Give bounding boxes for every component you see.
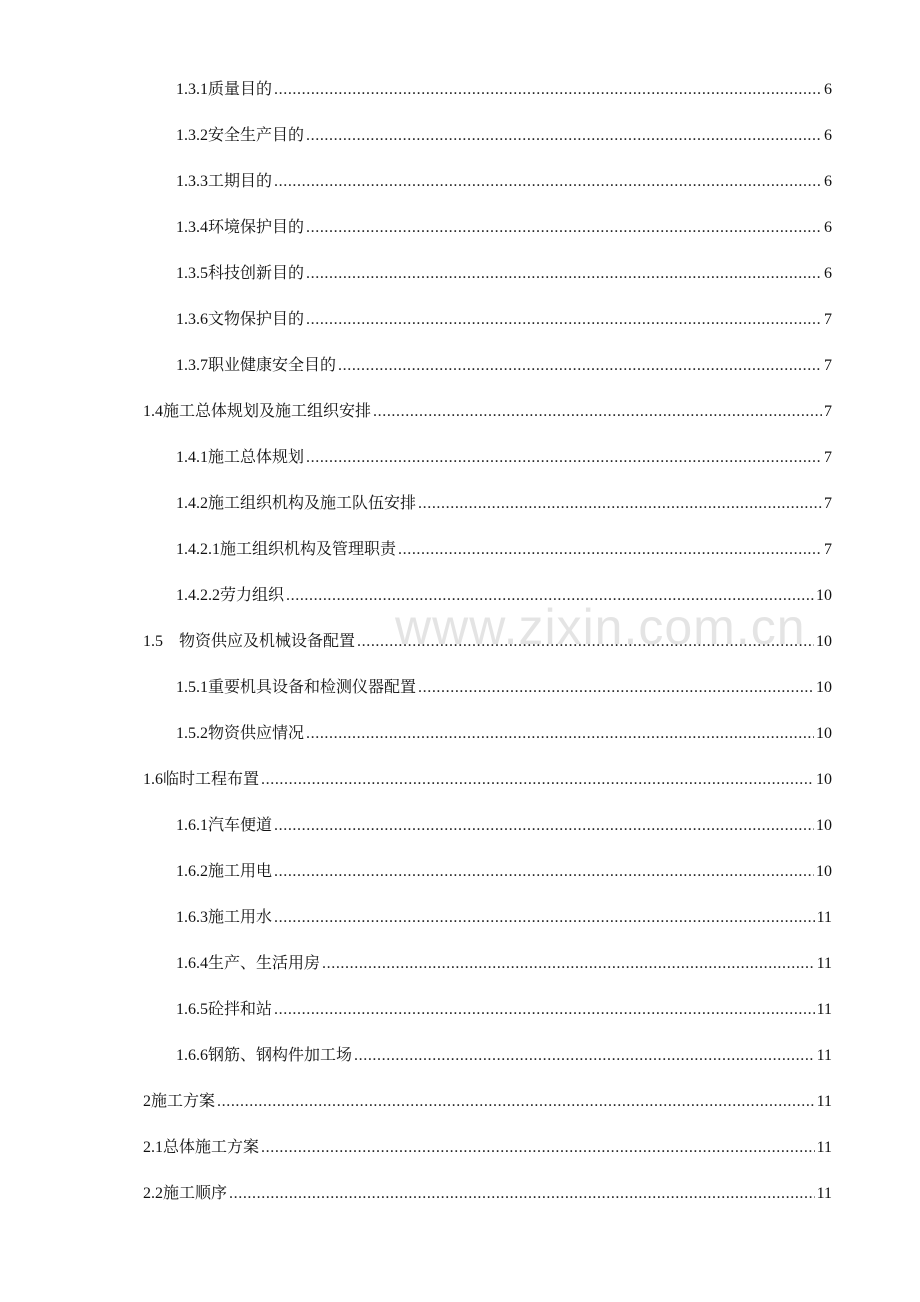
toc-entry-1-5-2[interactable]: [176, 718, 832, 748]
toc-entry-page: 11: [816, 1047, 832, 1064]
toc-entry-page: 7: [824, 403, 832, 420]
toc-entry-title: 工期目的: [208, 171, 273, 190]
toc-entry-2-2[interactable]: [143, 1178, 832, 1208]
toc-dot-leader: [217, 1087, 815, 1117]
watermark-text: www.zixin.com.cn: [395, 599, 806, 655]
toc-entry-number: 1.6.5: [176, 1001, 208, 1018]
toc-entry-title: 生产、生活用房: [208, 953, 321, 972]
toc-entry-1-6-2[interactable]: [176, 856, 832, 886]
toc-dot-leader: [261, 1133, 815, 1163]
toc-entry-number: 1.4.2.2: [176, 587, 220, 604]
toc-entry-title: 总体施工方案: [163, 1137, 260, 1156]
toc-entry-number: 1.5.2: [176, 725, 208, 742]
toc-entry-page: 6: [824, 265, 832, 282]
toc-entry-title: 施工用电: [208, 861, 273, 880]
toc-entry-title: 职业健康安全目的: [208, 355, 337, 374]
toc-entry-number: 1.4: [143, 403, 163, 420]
toc-entry-1-4-2-1[interactable]: [176, 534, 832, 564]
toc-entry-page: 11: [816, 1185, 832, 1202]
toc-entry-title: 施工方案: [151, 1091, 216, 1110]
toc-entry-number: 1.3.5: [176, 265, 208, 282]
toc-dot-leader: [373, 397, 822, 427]
toc-entry-1-3-6[interactable]: [176, 304, 832, 334]
toc-entry-page: 10: [816, 679, 832, 696]
toc-entry-page: 6: [824, 173, 832, 190]
toc-dot-leader: [274, 75, 822, 105]
toc-entry-title: 物资供应情况: [208, 723, 305, 742]
toc-entry-page: 11: [816, 955, 832, 972]
toc-entry-1-3-5[interactable]: [176, 258, 832, 288]
toc-entry-title: 物资供应及机械设备配置: [179, 631, 356, 650]
toc-dot-leader: [274, 995, 815, 1025]
toc-entry-1-4[interactable]: [143, 396, 832, 426]
toc-dot-leader: [306, 121, 822, 151]
toc-entry-page: 11: [816, 1093, 832, 1110]
toc-dot-leader: [286, 581, 814, 611]
toc-entry-number: 1.6.6: [176, 1047, 208, 1064]
toc-entry-title: 砼拌和站: [208, 999, 273, 1018]
toc-dot-leader: [306, 305, 822, 335]
toc-entry-number: 1.6.1: [176, 817, 208, 834]
toc-entry-number: 1.3.2: [176, 127, 208, 144]
toc-entry-number: 2: [143, 1093, 151, 1110]
toc-dot-leader: [306, 213, 822, 243]
toc-dot-leader: [354, 1041, 815, 1071]
toc-entry-title: 施工组织机构及施工队伍安排: [208, 493, 417, 512]
toc-entry-title: 施工用水: [208, 907, 273, 926]
toc-entry-1-5-1[interactable]: [176, 672, 832, 702]
toc-entry-page: 11: [816, 909, 832, 926]
toc-entry-page: 7: [824, 495, 832, 512]
toc-entry-title: 施工组织机构及管理职责: [220, 539, 397, 558]
toc-dot-leader: [398, 535, 822, 565]
toc-entry-1-3-4[interactable]: [176, 212, 832, 242]
toc-entry-page: 10: [816, 771, 832, 788]
toc-dot-leader: [306, 259, 822, 289]
toc-entry-title: 科技创新目的: [208, 263, 305, 282]
toc-entry-title: 劳力组织: [220, 585, 285, 604]
toc-entry-1-4-2-2[interactable]: [176, 580, 832, 610]
toc-entry-title: 施工顺序: [163, 1183, 228, 1202]
toc-entry-1-6[interactable]: [143, 764, 832, 794]
toc-dot-leader: [418, 673, 814, 703]
toc-entry-page: 7: [824, 449, 832, 466]
toc-entry-number: 1.6.4: [176, 955, 208, 972]
toc-dot-leader: [274, 811, 814, 841]
toc-entry-title: 钢筋、钢构件加工场: [208, 1045, 353, 1064]
toc-entry-1-3-1[interactable]: [176, 74, 832, 104]
toc-dot-leader: [306, 443, 822, 473]
toc-dot-leader: [261, 765, 814, 795]
toc-entry-number: 1.3.4: [176, 219, 208, 236]
toc-entry-page: 10: [816, 863, 832, 880]
toc-dot-leader: [357, 627, 814, 657]
toc-entry-number: 1.3.3: [176, 173, 208, 190]
toc-dot-leader: [322, 949, 815, 979]
toc-dot-leader: [274, 857, 814, 887]
toc-entry-page: 6: [824, 219, 832, 236]
toc-entry-number: 1.4.1: [176, 449, 208, 466]
toc-entry-title: 重要机具设备和检测仪器配置: [208, 677, 417, 696]
toc-entry-number: 1.5.1: [176, 679, 208, 696]
toc-entry-title: 环境保护目的: [208, 217, 305, 236]
toc-entry-2[interactable]: [143, 1086, 832, 1116]
toc-entry-title: 施工总体规划及施工组织安排: [163, 401, 372, 420]
toc-entry-page: 7: [824, 541, 832, 558]
toc-entry-1-6-5[interactable]: [176, 994, 832, 1024]
toc-entry-page: 11: [816, 1001, 832, 1018]
toc-entry-1-4-1[interactable]: [176, 442, 832, 472]
toc-entry-page: 7: [824, 311, 832, 328]
toc-entry-number: 2.1: [143, 1139, 163, 1156]
toc-dot-leader: [229, 1179, 815, 1209]
toc-entry-number: 2.2: [143, 1185, 163, 1202]
toc-entry-page: 10: [816, 725, 832, 742]
toc-entry-1-6-6[interactable]: [176, 1040, 832, 1070]
toc-entry-number: 1.6.3: [176, 909, 208, 926]
toc-dot-leader: [274, 903, 815, 933]
toc-dot-leader: [274, 167, 822, 197]
toc-entry-number: 1.4.2: [176, 495, 208, 512]
toc-entry-title: 施工总体规划: [208, 447, 305, 466]
toc-entry-1-3-2[interactable]: [176, 120, 832, 150]
toc-entry-page: 6: [824, 81, 832, 98]
toc-entry-page: 11: [816, 1139, 832, 1156]
toc-entry-title: 汽车便道: [208, 815, 273, 834]
toc-entry-title: 文物保护目的: [208, 309, 305, 328]
toc-entry-number: 1.4.2.1: [176, 541, 220, 558]
toc-entry-page: 10: [816, 587, 832, 604]
toc-entry-page: 10: [816, 817, 832, 834]
toc-entry-title: 安全生产目的: [208, 125, 305, 144]
toc-entry-title: 临时工程布置: [163, 769, 260, 788]
toc-entry-page: 6: [824, 127, 832, 144]
toc-dot-leader: [418, 489, 822, 519]
toc-dot-leader: [338, 351, 822, 381]
toc-entry-page: 10: [816, 633, 832, 650]
toc-entry-1-6-1[interactable]: [176, 810, 832, 840]
toc-entry-number: 1.3.6: [176, 311, 208, 328]
toc-entry-2-1[interactable]: [143, 1132, 832, 1162]
toc-entry-number: 1.6: [143, 771, 163, 788]
toc-entry-number: 1.5: [143, 633, 179, 650]
toc-entry-1-3-7[interactable]: [176, 350, 832, 380]
toc-entry-title: 质量目的: [208, 79, 273, 98]
toc-entry-number: 1.3.7: [176, 357, 208, 374]
toc-entry-number: 1.6.2: [176, 863, 208, 880]
toc-entry-1-3-3[interactable]: [176, 166, 832, 196]
toc-dot-leader: [306, 719, 814, 749]
toc-entry-1-6-4[interactable]: [176, 948, 832, 978]
toc-entry-page: 7: [824, 357, 832, 374]
toc-entry-1-6-3[interactable]: [176, 902, 832, 932]
toc-entry-1-4-2[interactable]: [176, 488, 832, 518]
toc-entry-1-5[interactable]: [143, 626, 832, 656]
toc-entry-number: 1.3.1: [176, 81, 208, 98]
